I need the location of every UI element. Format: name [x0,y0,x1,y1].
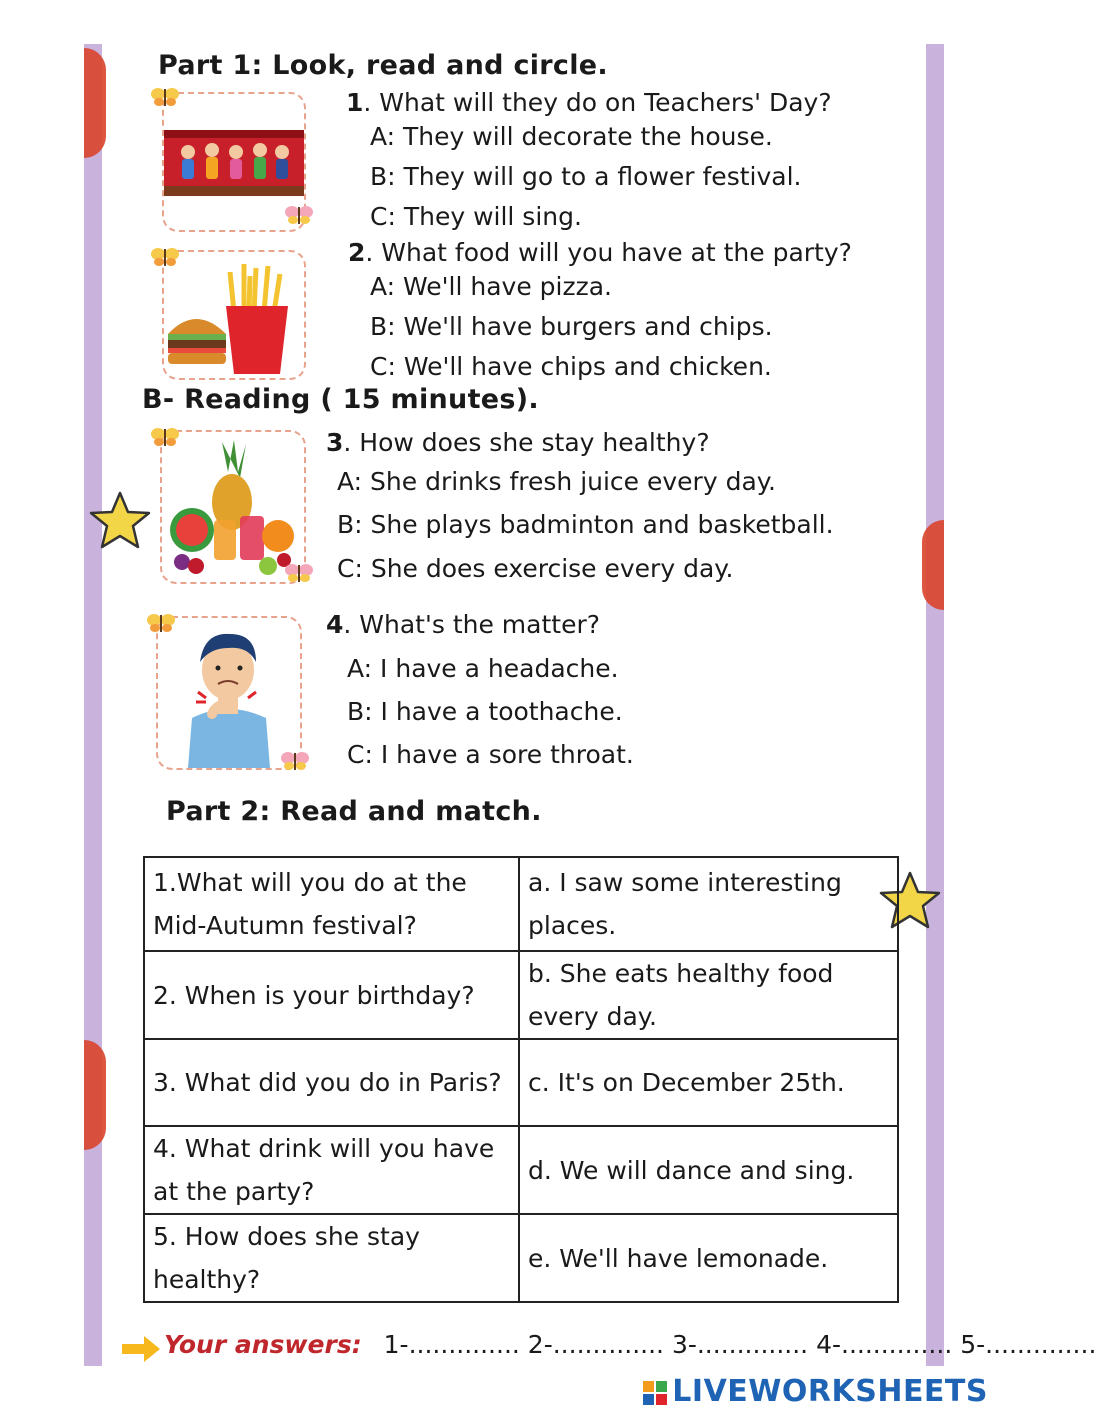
butterfly-icon [284,562,314,584]
burger-and-chips-icon [164,252,304,378]
logo-mark-icon [642,1380,668,1406]
butterfly-icon [150,246,180,268]
butterfly-icon [280,750,310,772]
q4-option-b[interactable]: B: I have a toothache. [347,697,623,726]
table-row [144,1126,898,1214]
q1-option-a[interactable]: A: They will decorate the house. [370,122,773,151]
answer-blank-1[interactable]: 1-.............. [383,1330,520,1359]
question-number: 1 [346,88,364,117]
answer-blank-4[interactable]: 4-.............. [816,1330,953,1359]
question-2-picture [162,250,306,380]
question-3-picture [160,430,306,584]
part1-heading: Part 1: Look, read and circle. [158,50,608,81]
star-icon [88,490,152,550]
part2-heading: Part 2: Read and match. [166,796,542,827]
question-number: 4 [326,610,344,639]
q1-option-c[interactable]: C: They will sing. [370,202,582,231]
answer-blank-5[interactable]: 5-.............. [960,1330,1096,1359]
question-text: . What will they do on Teachers' Day? [363,88,832,117]
butterfly-icon [150,426,180,448]
q2-option-b[interactable]: B: We'll have burgers and chips. [370,312,773,341]
butterfly-icon [146,612,176,634]
q3-option-b[interactable]: B: She plays badminton and basketball. [337,510,834,539]
match-question[interactable]: 2. When is your birthday? [144,951,519,1039]
question-number: 3 [326,428,344,457]
left-border-strip [84,44,102,1366]
match-question[interactable]: 5. How does she stay healthy? [144,1214,519,1302]
q2-option-a[interactable]: A: We'll have pizza. [370,272,612,301]
match-question[interactable]: 1.What will you do at the Mid-Autumn festival? [144,857,519,951]
q3-option-a[interactable]: A: She drinks fresh juice every day. [337,467,776,496]
question-text: . How does she stay healthy? [343,428,710,457]
match-answer[interactable]: c. It's on December 25th. [519,1039,898,1126]
match-table [143,856,899,1303]
answer-blank-2[interactable]: 2-.............. [527,1330,664,1359]
red-leaf-icon [84,48,106,158]
question-text: . What food will you have at the party? [365,238,852,267]
answers-line [120,1330,1096,1359]
table-row [144,1214,898,1302]
match-answer[interactable]: d. We will dance and sing. [519,1126,898,1214]
table-row [144,951,898,1039]
answer-blank-3[interactable]: 3-.............. [671,1330,809,1359]
red-leaf-icon [84,1040,106,1150]
question-4-picture [156,616,302,770]
table-row [144,1039,898,1126]
q4-option-c[interactable]: C: I have a sore throat. [347,740,634,769]
liveworksheets-logo [642,1374,988,1409]
butterfly-icon [284,204,314,226]
fruit-and-juice-icon [162,432,304,582]
question-1 [346,88,832,117]
answers-label: Your answers: [164,1330,362,1359]
red-leaf-icon [922,520,944,610]
question-number: 2 [348,238,366,267]
table-row [144,857,898,951]
boy-with-sore-throat-icon [158,618,300,768]
match-answer[interactable]: e. We'll have lemonade. [519,1214,898,1302]
question-text: . What's the matter? [343,610,601,639]
q2-option-c[interactable]: C: We'll have chips and chicken. [370,352,772,381]
q1-option-b[interactable]: B: They will go to a flower festival. [370,162,802,191]
q3-option-c[interactable]: C: She does exercise every day. [337,554,734,583]
match-question[interactable]: 4. What drink will you have at the party? [144,1126,519,1214]
right-border-strip [926,44,944,1366]
match-answer[interactable]: a. I saw some interesting places. [519,857,898,951]
reading-heading: B- Reading ( 15 minutes). [142,384,539,415]
match-answer[interactable]: b. She eats healthy food every day. [519,951,898,1039]
butterfly-icon [150,86,180,108]
question-4 [326,610,600,639]
q4-option-a[interactable]: A: I have a headache. [347,654,619,683]
question-2 [348,238,852,267]
question-3 [326,428,710,457]
children-singing-on-stage-icon [164,94,304,230]
match-question[interactable]: 3. What did you do in Paris? [144,1039,519,1126]
logo-text: LIVEWORKSHEETS [672,1374,988,1409]
